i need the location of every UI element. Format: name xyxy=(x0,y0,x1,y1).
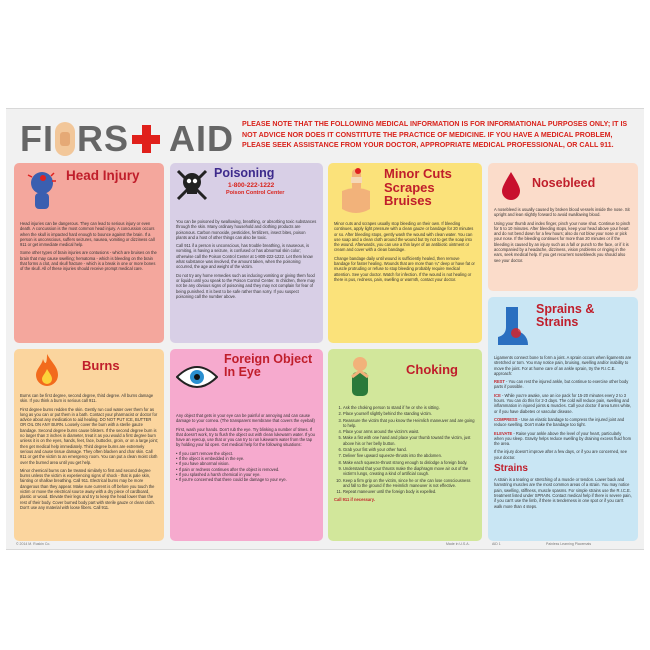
bandage-icon xyxy=(55,122,75,156)
rice-ice: ICE - While you're awake, use an ice pack for 15-20 minutes every 2 to 3 hours. You can do this for 2-3 days. The cold will reduce pain, swelling and inflammation in injured joints & muscles. Call your doctor if area turns white, or if you have diabetes or vascular disease. xyxy=(494,392,632,414)
call-911-note: Call 911 if necessary. xyxy=(334,497,375,503)
list-item: 3. Reassure the victim that you know the Heimlich maneuver and are going to help. xyxy=(343,418,476,429)
paragraph: Call 911 if a person is unconscious, has trouble breathing, is nauseous, is vomiting, is having a seizure, is confused or has abnormal skin color; otherwise call the Poison Control Center at 1-800-222-1222. Let them know what substance was involved, the amount taken, when the poisoning occurred, the age and weight of the victim. xyxy=(176,243,313,270)
list-item: 1. Ask the choking person to stand if he or she is sitting. xyxy=(343,405,476,410)
paragraph: Using your thumb and index finger, pinch your nose shut. Continue to pinch for 5 to 10 minutes. After bleeding stops, keep your head above your heart and do not bend down for a few hours; also do not blow your nose or pick your nose. If the bleeding continues for more than 20 minutes or if the bleeding is caused by an injury such as a fall or punch to the face, or if it is accompanied by a headache, dizziness, vision problems or ringing in the ears, seek medical help. If you get recurrent nosebleeds you should also see your doctor. xyxy=(494,220,631,263)
panel-title: Poisoning xyxy=(214,166,275,180)
panel-title: Foreign Object In Eye xyxy=(224,352,313,380)
paragraph: Do not try any home remedies such as inducing vomiting or giving them food or liquids until you speak to the Poison Control Center. In children, there may not be any obvious signs of poisoning and they may not complain for fear of being punished. It is best to be safe rather than sorry. If you suspect poisoning call the number above. xyxy=(176,272,316,299)
series-name: Painless Learning Placemats xyxy=(546,542,592,546)
paragraph: First, wash your hands. Don't rub the eye. Try blinking a number of times. If that doesn't work, try to flush the object out with clean lukewarm water. If you have an eyecup, use that or you can try to run lukewarm water from the tap by holding your lid open. Get medical help for the following situations: xyxy=(176,426,315,448)
paragraph: Head injuries can be dangerous. They can lead to serious injury or even death. A concussion is the most common head injury. A concussion occurs when the skull is impacted hard enough to bounce against the brain. If a person is unconscious, suffers seizures, nausea, vomiting or dizziness call 911 or get immediate medical help. xyxy=(20,221,155,248)
bandaged-finger-icon xyxy=(334,167,378,217)
panel-foreign-object-eye xyxy=(170,349,323,541)
bullet-list xyxy=(176,451,317,483)
product-code: AID 1 xyxy=(492,542,501,546)
rice-elevate: ELEVATE - Raise your ankle above the level of your heart, particularly when you sleep. Gravity helps reduce swelling by draining excess fluid from the area. xyxy=(494,430,631,447)
paragraph: If the injury doesn't improve after a few days, or if you are concerned, see your doctor. xyxy=(494,449,627,460)
list-item: • If you can't remove the object. xyxy=(176,450,234,456)
list-item: 10. Keep a firm grip on the victim, since he or she can lose consciousness and fall to the ground if the Heimlich maneuver is not effective. xyxy=(343,478,476,489)
list-item: 5. Make a fist with one hand and place your thumb toward the victim, just above his or her belly button. xyxy=(343,435,476,446)
logo-text-fi: FI xyxy=(20,118,54,159)
paragraph: Ligaments connect bone to form a joint. A sprain occurs when ligaments are stretched or torn. You may notice pain, bruising, swelling and/or inability to move the joint. For at home care of an ankle sprain, try the R.I.C.E. approach: xyxy=(494,355,632,376)
panel-title: Head Injury xyxy=(66,168,140,183)
list-item: 8. Make each squeeze-thrust strong enough to dislodge a foreign body. xyxy=(343,460,476,465)
paragraph: Any object that gets in your eye can be painful or annoying and can cause damage to your cornea. (The transparent membrane that covers the eyeball) xyxy=(176,413,315,424)
panel-burns xyxy=(14,349,164,541)
panel-title: Sprains & Strains xyxy=(536,302,595,330)
poison-phone: 1-800-222-1222 xyxy=(228,182,275,189)
rice-compress: COMPRESS - Use an elastic bandage to compress the injured joint and reduce swelling. Don't make the bandage too tight. xyxy=(494,416,625,428)
panel-head-injury xyxy=(14,163,164,343)
logo-text-rs: RS xyxy=(77,118,130,159)
paragraph: Burns can be first degree, second degree, third degree. All burns damage skin. If you think a burn is serious call 911. xyxy=(20,393,154,404)
list-item: • If pain or redness continues after the object is removed. xyxy=(176,466,280,472)
choking-steps xyxy=(334,405,476,494)
paragraph: Change bandage daily until wound is sufficiently healed, then remove bandage for faster healing. Wounds that are more than ¼" deep or have fat or muscle protruding or refuse to stop bleeding probably require medical attention. See your doctor. Watch for infection. If the wound is not healing or there is pus, redness, pain, swelling or warmth, contact your doctor. xyxy=(334,255,475,282)
eye-icon xyxy=(176,365,218,389)
paragraph: You can be poisoned by swallowing, breathing, or absorbing toxic substances through the skin. Many ordinary household and clothing products are poisonous. Carbon monoxide, pesticides, fertilizers, insect bites, poison plants and a host of other things can also be toxic. xyxy=(176,219,317,240)
list-item: • If you're concerned that there could be damage to your eye. xyxy=(176,477,287,483)
panel-choking xyxy=(328,349,482,541)
panel-nosebleed xyxy=(488,163,638,291)
panel-sprains-strains xyxy=(488,297,638,541)
sprained-ankle-icon xyxy=(492,305,532,349)
paragraph: A strain is a tearing or stretching of a muscle or tendon. Lower back and hamstring muscles are the most common areas of a strain. You may notice pain, swelling, stiffness, muscle spasms. For simple strains use the R.I.C.E. treatment listed under SPRAIN. Contact medical help if there is severe pain, if you can't use the limb, if there is tenderness in one spot or if you can't walk more than 4 steps. xyxy=(494,477,632,509)
list-item: • If you have abnormal vision. xyxy=(176,461,230,467)
paragraph: A nosebleed is usually caused by broken blood vessels inside the nose. Sit upright and lean slightly forward to avoid swallowing blood. xyxy=(494,207,630,218)
paragraph: First degree burns redden the skin. Gently run cool water over them for as long as you can or put them in a bath. Contact your pharmacist or doctor for advice about any medication to aid healing. DO NOT PUT ICE, BUTTER OR OIL ON ANY BURN. Loosely cover the burn with a sterile gauze bandage. Second degree burns cause blisters. If the second degree burn is no larger than 3 inches in diameter, treat it as you would a first degree burn unless it is on the eyes, hands, feet, face, buttocks, groin, or on a large joint; then get medical help immediately. Third degree burns are extremely serious and cause tissue damage. They often blacken and char skin. Call 911 or get the victim to an emergency room. You can put a clean moist cloth over the burned area until you get help. xyxy=(20,406,158,465)
first-aid-logo xyxy=(20,119,234,159)
head-injury-icon xyxy=(22,167,62,213)
panel-title: Choking xyxy=(406,362,458,377)
list-item: 11. Repeat maneuver until the foreign body is expelled. xyxy=(343,489,476,494)
skull-crossbones-icon xyxy=(174,167,210,203)
panel-poisoning xyxy=(170,163,323,343)
strains-heading: Strains xyxy=(494,463,528,475)
poison-center-label: Poison Control Center xyxy=(226,190,285,196)
paragraph: Minor chemical burns can be treated similarly to first and second degree burns unless the victim is experiencing signs of shock - that is pale skin, fainting or shallow breathing. Call 911. Electrical burns may be more dangerous than they appear. Make sure current is off before you touch the victim or move the electrical source away with a dry piece of cardboard, plastic or wood. Elevate their legs and try to keep the head lower than the rest of their body. Cover burned body part with sterile gauze or clean cloth. Don't use any material with loose fibers. Call 911. xyxy=(20,467,155,510)
paragraph: Minor cuts and scrapes usually stop bleeding on their own. If bleeding continues, apply light pressure with a clean gauze or bandage for 20 minutes or so. After bleeding stops, gently wash the wound with clean water. You can use soap and a clean cloth around the wound but try not to get the soap into the wound. Afterwards, you can use a thin layer of an antibiotic ointment or cream and cover with a clean bandage. xyxy=(334,221,474,253)
first-aid-poster xyxy=(6,108,644,550)
choking-person-icon xyxy=(342,355,378,401)
list-item: 7. Deliver five upward squeeze-thrusts into the abdomen. xyxy=(343,453,476,458)
blood-drop-icon xyxy=(500,171,522,201)
disclaimer: PLEASE NOTE THAT THE FOLLOWING MEDICAL INFORMATION IS FOR INFORMATIONAL PURPOSES ONLY; IT IS NOT ADVICE NOR DOES IT CONSTITUTE THE PRACTICE OF MEDICINE. IF YOU HAVE A MEDICAL PROBLEM, PLEASE SEEK ASSISTANCE FROM YOUR DOCTOR, APPROPRIATE MEDICAL PROFESSIONAL, OR CALL 911. xyxy=(242,120,628,149)
rice-rest: REST - You can rest the injured ankle, but continue to exercise other body parts if possible. xyxy=(494,379,629,390)
panel-title: Burns xyxy=(82,358,120,373)
copyright: © 2014 M. Ruskin Co. xyxy=(16,542,51,546)
list-item: • If the object is embedded in the eye. xyxy=(176,456,245,462)
list-item: 4. Place your arms around the victim's waist. xyxy=(343,429,476,434)
made-in: Made in U.S.A. xyxy=(446,542,470,546)
panel-title: Minor Cuts Scrapes Bruises xyxy=(384,166,452,209)
panel-title: Nosebleed xyxy=(532,176,596,190)
list-item: 2. Place yourself slightly behind the standing victim. xyxy=(343,411,476,416)
paragraph: Some other types of brain injuries are contusions - which are bruises on the brain that may cause swelling; hematoma - which is bleeding on the brain that forms a clot, and skull fracture - which is a break in one or more bones of the skull. All of these injuries should receive prompt medical care. xyxy=(20,250,157,272)
list-item: 9. Understand that your thrusts make the diaphragm move air out of the victim's lungs, creating a kind of artificial cough. xyxy=(343,466,476,477)
red-cross-icon xyxy=(131,123,161,155)
flame-icon xyxy=(34,353,60,389)
list-item: • If you splashed a harsh chemical in your eye. xyxy=(176,471,261,477)
list-item: 6. Grab your fist with your other hand. xyxy=(343,447,476,452)
panel-minor-cuts xyxy=(328,163,482,343)
logo-text-aid: AID xyxy=(169,118,235,159)
